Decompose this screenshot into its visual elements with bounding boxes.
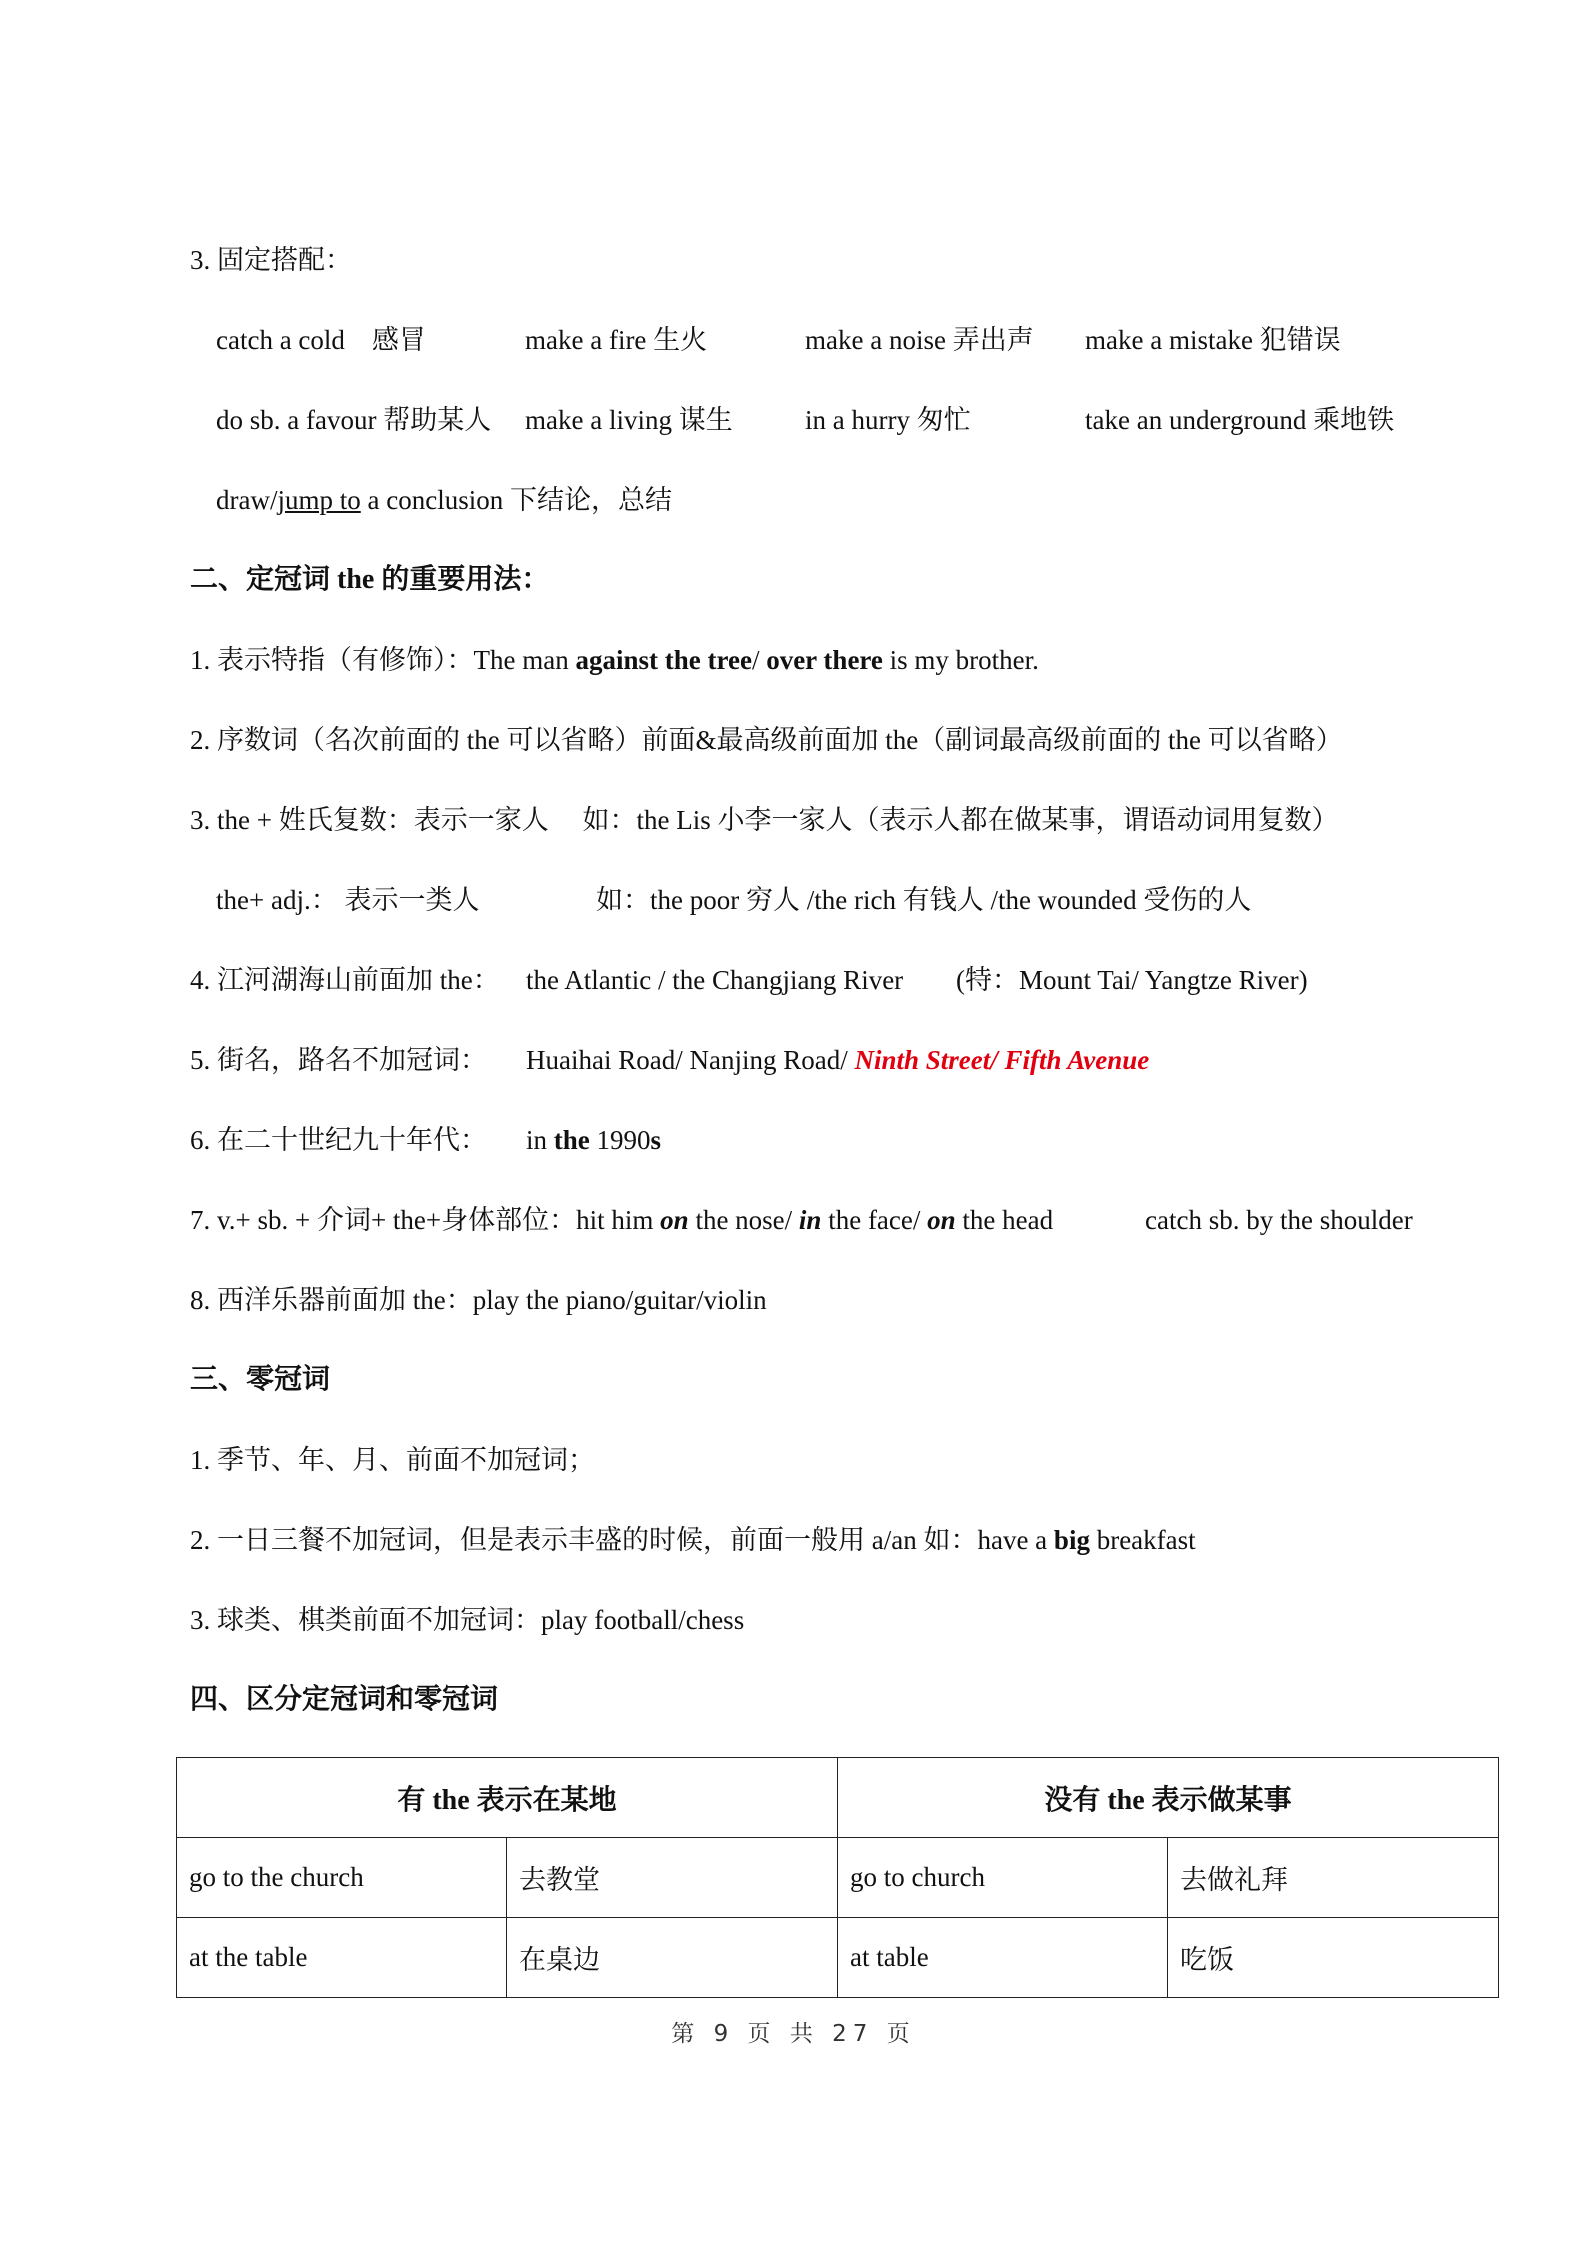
underlined-phrase: jump to bbox=[277, 485, 361, 515]
collocation-item: make a mistake 犯错误 bbox=[1085, 325, 1341, 355]
table-cell: go to church bbox=[838, 1838, 1168, 1918]
collocation-item: catch a cold 感冒 bbox=[216, 325, 426, 355]
highlighted-street-names: Ninth Street/ Fifth Avenue bbox=[854, 1045, 1150, 1075]
table-row bbox=[177, 1918, 1499, 1998]
the-usage-1: 1. 表示特指（有修饰）：The man against the tree/ over there is my brother. bbox=[190, 645, 1039, 675]
collocation-item: make a fire 生火 bbox=[525, 325, 708, 355]
heading-compare: 四、区分定冠词和零冠词 bbox=[190, 1684, 499, 1715]
section-3-heading: 3. 固定搭配： bbox=[190, 245, 352, 275]
table-header-with-the: 有 the 表示在某地 bbox=[177, 1758, 838, 1838]
collocation-item: in a hurry 匆忙 bbox=[805, 405, 971, 435]
collocation-item: make a living 谋生 bbox=[525, 405, 733, 435]
collocation-item: do sb. a favour 帮助某人 bbox=[216, 405, 492, 435]
heading-definite-article: 二、定冠词 the 的重要用法： bbox=[190, 564, 550, 595]
heading-zero-article: 三、零冠词 bbox=[190, 1364, 331, 1395]
table-header-without-the: 没有 the 表示做某事 bbox=[838, 1758, 1499, 1838]
table-cell: at the table bbox=[177, 1918, 507, 1998]
the-usage-2: 2. 序数词（名次前面的 the 可以省略）前面&最高级前面加 the（副词最高级前面的 the 可以省略） bbox=[190, 725, 1343, 755]
zero-usage-2: 2. 一日三餐不加冠词，但是表示丰盛的时候，前面一般用 a/an 如：have a big breakfast bbox=[190, 1525, 1196, 1555]
table-cell: 在桌边 bbox=[507, 1918, 838, 1998]
document-page: 3. 固定搭配： catch a cold 感冒 make a fire 生火 make a noise 弄出声 make a mistake 犯错误 do sb. a favour 帮助某人 make a living 谋生 in a hurry 匆忙 take an underground 乘地铁 draw/jump to a conclusion 下结论，总结 二、定冠词 the 的重要用法： 1. 表示特指（有修饰）：The man against the tree/ over there is my brother. 2. 序数词（名次前面的 the 可以省略）前面&最高级前面加 the（副词最高级前面的 the 可以省略） 3. the + 姓氏复数：表示一家人 如：the Lis 小李一家人（表示人都在做某事，谓语动词用复数） the+ adj.： 表示一类人 如：the poor 穷人 /the rich 有钱人 /the wounded 受伤的人 4. 江河湖海山前面加 the： the Atlantic / the Changjiang River (特：Mount Tai/ Yangtze River) 5. 街名，路名不加冠词： Huaihai Road/ Nanjing Road/ Ninth Street/ Fifth Avenue 6. 在二十世纪九十年代： in the 1990s 7. v.+ sb. + 介词+ the+身体部位：hit him on the nose/ in the face/ on the head catch sb. by the shoulder 8. 西洋乐器前面加 the：play the piano/guitar/violin 三、零冠词 1. 季节、年、月、前面不加冠词； 2. 一日三餐不加冠词，但是表示丰盛的时候，前面一般用 a/an 如：have a big breakfast 3. 球类、棋类前面不加冠词：play football/chess 四、区分定冠词和零冠词 有 the 表示在某地 没有 the 表示做某事 go to the church 去教堂 go to church 去做礼拜 at the table 在桌边 at table 吃饭 第 9 页 共 27 页 bbox=[0, 0, 1587, 2245]
table-cell: 去教堂 bbox=[507, 1838, 838, 1918]
zero-usage-3: 3. 球类、棋类前面不加冠词：play football/chess bbox=[190, 1605, 745, 1635]
table-header-row bbox=[177, 1758, 1499, 1838]
table-cell: 吃饭 bbox=[1168, 1918, 1499, 1998]
table-row bbox=[177, 1838, 1499, 1918]
collocation-item: take an underground 乘地铁 bbox=[1085, 405, 1395, 435]
comparison-table bbox=[176, 1757, 1499, 1998]
table-cell: go to the church bbox=[177, 1838, 507, 1918]
collocation-item: make a noise 弄出声 bbox=[805, 325, 1034, 355]
page-footer: 第 9 页 共 27 页 bbox=[671, 2021, 916, 2047]
table-cell: 去做礼拜 bbox=[1168, 1838, 1499, 1918]
collocation-row-3: draw/jump to a conclusion 下结论，总结 bbox=[216, 485, 672, 515]
zero-usage-1: 1. 季节、年、月、前面不加冠词； bbox=[190, 1445, 595, 1475]
the-usage-3: 3. the + 姓氏复数：表示一家人 如：the Lis 小李一家人（表示人都在做某事，谓语动词用复数） bbox=[190, 805, 1339, 835]
the-usage-8: 8. 西洋乐器前面加 the：play the piano/guitar/violin bbox=[190, 1285, 767, 1315]
table-cell: at table bbox=[838, 1918, 1168, 1998]
